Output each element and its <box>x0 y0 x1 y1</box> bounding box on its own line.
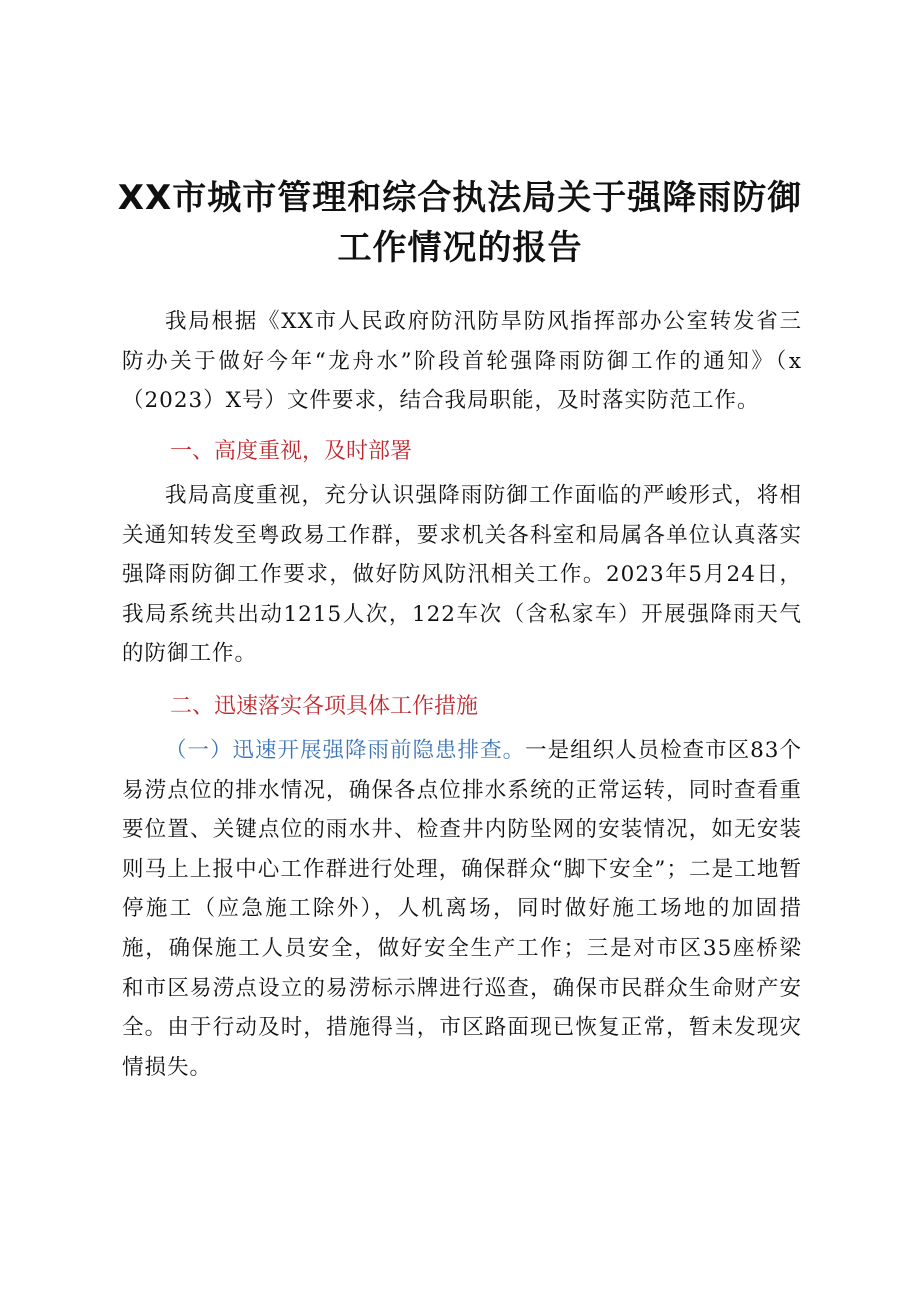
document-title-line-2: 工作情况的报告 <box>337 228 583 268</box>
intro-block <box>122 302 802 421</box>
section-2-block <box>122 731 802 1087</box>
subsection-1-text: 一是组织人员检查市区83个易涝点位的排水情况，确保各点位排水系统的正常运转，同时查看重要位置、关键点位的雨水井、检查井内防坠网的安装情况，如无安装则马上上报中心工作群进行处理，确保群众“脚下安全”；二是工地暂停施工（应急施工除外），人机离场，同时做好施工场地的加固措施，确保施工人员安全，做好安全生产工作；三是对市区35座桥梁和市区易涝点设立的易涝标示牌进行巡查，确保市民群众生命财产安全。由于行动及时，措施得当，市区路面现已恢复正常，暂未发现灾情损失。 <box>122 738 802 1080</box>
subsection-1-lead: （一）迅速开展强降雨前隐患排查。 <box>165 738 526 763</box>
section-2-paragraph <box>122 731 802 1087</box>
document-title-line-1: XX市城市管理和综合执法局关于强降雨防御 <box>117 178 803 218</box>
section-1-paragraph: 我局高度重视，充分认识强降雨防御工作面临的严峻形式，将相关通知转发至粤政易工作群，要求机关各科室和局属各单位认真落实强降雨防御工作要求，做好防风防汛相关工作。2023年5月24日，我局系统共出动1215人次，122车次（含私家车）开展强降雨天气的防御工作。 <box>122 483 802 667</box>
section-2-heading: 二、迅速落实各项具体工作措施 <box>170 694 479 719</box>
intro-paragraph: 我局根据《XX市人民政府防汛防旱防风指挥部办公室转发省三防办关于做好今年“龙舟水”阶段首轮强降雨防御工作的通知》（x（2023）X号）文件要求，结合我局职能，及时落实防范工作。 <box>122 309 802 414</box>
section-1-heading: 一、高度重视，及时部署 <box>170 439 413 464</box>
section-1-block <box>122 476 802 674</box>
